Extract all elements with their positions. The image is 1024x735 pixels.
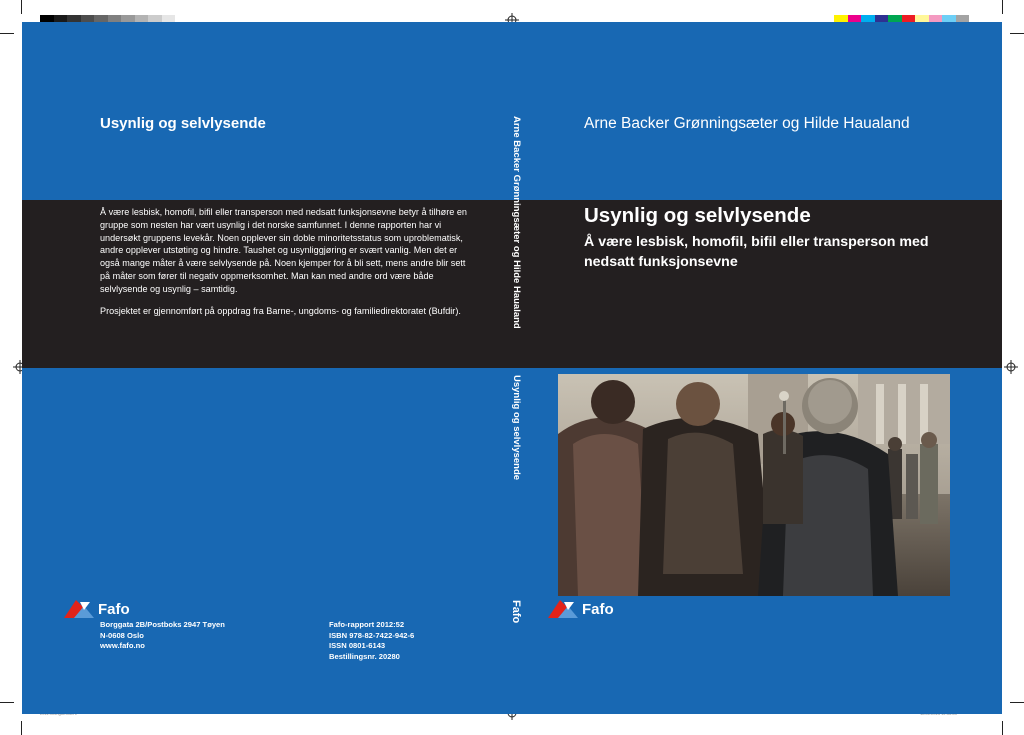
crop-mark bbox=[1010, 702, 1024, 703]
crop-mark bbox=[1010, 33, 1024, 34]
address-line: N-0608 Oslo bbox=[100, 630, 144, 640]
front-cover-subtitle: Å være lesbisk, homofil, bifil eller transperson med nedsatt funksjonsevne bbox=[584, 234, 929, 270]
cover-photo bbox=[558, 374, 950, 596]
front-cover-authors: Arne Backer Grønningsæter og Hilde Haualand bbox=[584, 115, 910, 132]
crop-mark bbox=[21, 0, 22, 14]
crop-mark bbox=[1002, 721, 1003, 735]
report-line: ISSN 0801-6143 bbox=[329, 641, 386, 650]
back-cover-title: Usynlig og selvlysende bbox=[100, 115, 266, 132]
blurb-paragraph: Prosjektet er gjennomført på oppdrag fra Barne-, ungdoms- og familiedirektoratet (Bufdir). bbox=[100, 305, 461, 316]
blurb-paragraph: Å være lesbisk, homofil, bifil eller transperson med nedsatt funksjonsevne betyr å tilhøre en gruppe som nesten har vært usynlig i det norske samfunnet. I denne rapporten har vi undersøkt gruppens levekår. Noen opplever sin doble minoritetsstatus som uproblematisk, andre opplever utstøting og hindre. Taushet og usynliggjøring er svært vanlig. Men det er også mange måter å være selvlysende på. Noen kjemper for å bli sett, mens andre blir sett på måter som fører til negativ oppmerksomhet. Man kan med andre ord være både selvlysende og usynlig – samtidig. bbox=[100, 207, 467, 294]
crop-mark bbox=[21, 721, 22, 735]
logo-text: Fafo bbox=[98, 600, 130, 618]
crop-mark bbox=[0, 702, 14, 703]
fafo-logo-icon bbox=[546, 598, 580, 620]
report-line: Bestillingsnr. 20280 bbox=[329, 651, 400, 661]
report-info bbox=[329, 620, 414, 662]
registration-mark-icon bbox=[1004, 360, 1018, 374]
fafo-logo-icon bbox=[62, 598, 96, 620]
front-cover-title: Usynlig og selvlysende bbox=[584, 204, 811, 227]
back-cover-blurb bbox=[100, 206, 470, 326]
crop-mark bbox=[0, 33, 14, 34]
crop-mark bbox=[1002, 0, 1003, 14]
back-cover-logo bbox=[62, 598, 130, 620]
spine-title: Usynlig og selvlysende bbox=[511, 375, 522, 481]
spine-logo-text: Fafo bbox=[510, 600, 522, 624]
spine-authors: Arne Backer Grønningsæter og Hilde Haualand bbox=[511, 116, 522, 329]
logo-text: Fafo bbox=[582, 600, 614, 618]
address-line: Borggata 2B/Postboks 2947 Tøyen bbox=[100, 620, 225, 629]
front-cover-logo bbox=[546, 598, 614, 620]
address-line: www.fafo.no bbox=[100, 641, 145, 650]
publisher-address bbox=[100, 620, 225, 652]
report-line: ISBN 978-82-7422-942-6 bbox=[329, 630, 415, 640]
report-line: Fafo-rapport 2012:52 bbox=[329, 620, 405, 629]
cover-spread bbox=[22, 22, 1002, 714]
